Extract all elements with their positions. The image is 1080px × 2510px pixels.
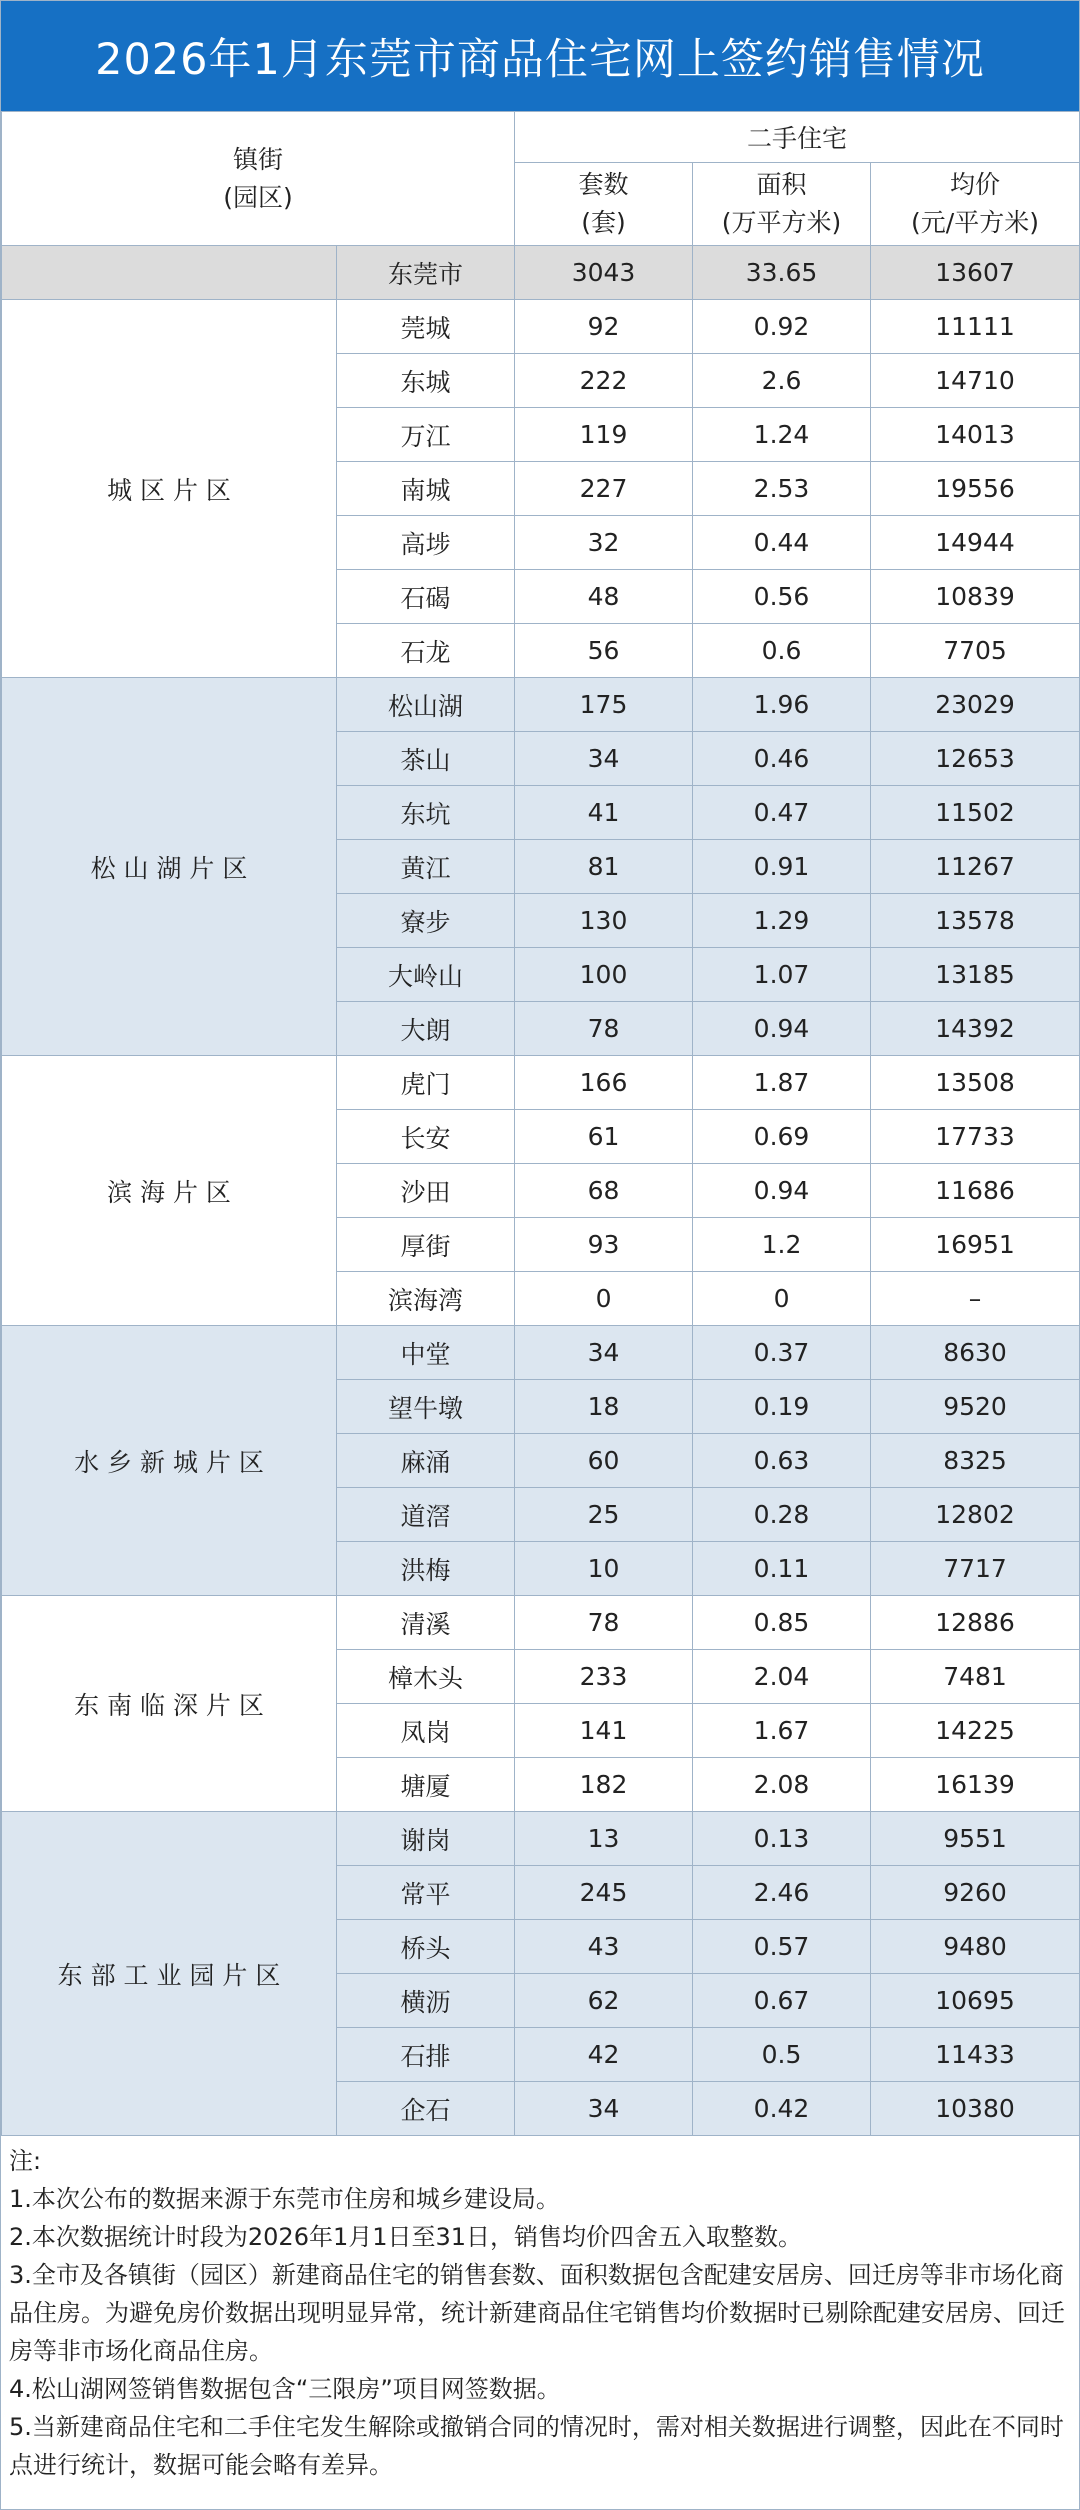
units-cell: 68 — [515, 1164, 693, 1218]
price-cell: 14392 — [871, 1002, 1080, 1056]
units-cell: 0 — [515, 1272, 693, 1326]
town-name: 麻涌 — [337, 1434, 515, 1488]
table-row — [2, 300, 1080, 354]
price-cell: 17733 — [871, 1110, 1080, 1164]
town-name: 桥头 — [337, 1920, 515, 1974]
area-cell: 2.04 — [693, 1650, 871, 1704]
area-cell: 1.87 — [693, 1056, 871, 1110]
area-cell: 0.92 — [693, 300, 871, 354]
price-cell: 13508 — [871, 1056, 1080, 1110]
town-name: 清溪 — [337, 1596, 515, 1650]
units-cell: 56 — [515, 624, 693, 678]
town-name: 莞城 — [337, 300, 515, 354]
area-cell: 2.08 — [693, 1758, 871, 1812]
town-name: 南城 — [337, 462, 515, 516]
price-cell: 8630 — [871, 1326, 1080, 1380]
units-cell: 13 — [515, 1812, 693, 1866]
units-cell: 43 — [515, 1920, 693, 1974]
district-name: 东 南 临 深 片 区 — [2, 1596, 337, 1812]
area-cell: 1.29 — [693, 894, 871, 948]
price-cell: 10380 — [871, 2082, 1080, 2136]
price-cell: 11502 — [871, 786, 1080, 840]
units-cell: 233 — [515, 1650, 693, 1704]
town-header-label: 镇街 — [233, 144, 284, 174]
price-cell: 13578 — [871, 894, 1080, 948]
note-item: 2.本次数据统计时段为2026年1月1日至31日，销售均价四舍五入取整数。 — [9, 2223, 803, 2251]
town-name: 长安 — [337, 1110, 515, 1164]
units-cell: 42 — [515, 2028, 693, 2082]
units-cell: 78 — [515, 1596, 693, 1650]
total-blank-cell — [2, 246, 337, 300]
price-cell: 11111 — [871, 300, 1080, 354]
units-cell: 61 — [515, 1110, 693, 1164]
town-name: 道滘 — [337, 1488, 515, 1542]
note-item: 4.松山湖网签销售数据包含“三限房”项目网签数据。 — [9, 2375, 561, 2403]
price-cell: 14944 — [871, 516, 1080, 570]
price-cell: 9520 — [871, 1380, 1080, 1434]
town-name: 塘厦 — [337, 1758, 515, 1812]
area-cell: 1.2 — [693, 1218, 871, 1272]
area-header-label: 面积 — [756, 170, 807, 199]
total-price: 13607 — [871, 246, 1080, 300]
town-name: 横沥 — [337, 1974, 515, 2028]
units-cell: 227 — [515, 462, 693, 516]
town-name: 谢岗 — [337, 1812, 515, 1866]
sales-table — [1, 111, 1080, 2136]
town-header-sublabel: (园区) — [223, 182, 293, 212]
units-cell: 48 — [515, 570, 693, 624]
town-name: 大朗 — [337, 1002, 515, 1056]
units-cell: 34 — [515, 2082, 693, 2136]
area-cell: 0.46 — [693, 732, 871, 786]
units-cell: 119 — [515, 408, 693, 462]
area-cell: 0.47 — [693, 786, 871, 840]
area-cell: 0.42 — [693, 2082, 871, 2136]
total-units: 3043 — [515, 246, 693, 300]
town-name: 东城 — [337, 354, 515, 408]
area-cell: 0.69 — [693, 1110, 871, 1164]
units-cell: 92 — [515, 300, 693, 354]
price-cell: 11433 — [871, 2028, 1080, 2082]
units-cell: 175 — [515, 678, 693, 732]
town-name: 沙田 — [337, 1164, 515, 1218]
town-name: 石排 — [337, 2028, 515, 2082]
town-name: 万江 — [337, 408, 515, 462]
table-row — [2, 678, 1080, 732]
units-cell: 62 — [515, 1974, 693, 2028]
units-header-label: 套数 — [578, 170, 629, 199]
price-cell: 11267 — [871, 840, 1080, 894]
price-cell: 23029 — [871, 678, 1080, 732]
page-title: 2026年1月东莞市商品住宅网上签约销售情况 — [1, 1, 1079, 111]
units-cell: 34 — [515, 1326, 693, 1380]
town-name: 大岭山 — [337, 948, 515, 1002]
town-name: 东坑 — [337, 786, 515, 840]
price-cell: 10695 — [871, 1974, 1080, 2028]
area-cell: 0.91 — [693, 840, 871, 894]
price-column-header — [871, 163, 1080, 246]
units-cell: 34 — [515, 732, 693, 786]
town-name: 企石 — [337, 2082, 515, 2136]
area-cell: 0 — [693, 1272, 871, 1326]
area-cell: 0.5 — [693, 2028, 871, 2082]
town-name: 茶山 — [337, 732, 515, 786]
area-cell: 0.67 — [693, 1974, 871, 2028]
units-cell: 18 — [515, 1380, 693, 1434]
price-cell: 14225 — [871, 1704, 1080, 1758]
price-cell: 9551 — [871, 1812, 1080, 1866]
price-cell: 12886 — [871, 1596, 1080, 1650]
area-cell: 0.44 — [693, 516, 871, 570]
units-cell: 78 — [515, 1002, 693, 1056]
area-cell: 0.57 — [693, 1920, 871, 1974]
units-column-header — [515, 163, 693, 246]
note-item: 3.全市及各镇街（园区）新建商品住宅的销售套数、面积数据包含配建安居房、回迁房等非市场化商品住房。为避免房价数据出现明显异常，统计新建商品住宅销售均价数据时已剔除配建安居房、回迁房等非市场化商品住房。 — [9, 2261, 1065, 2365]
town-name: 黄江 — [337, 840, 515, 894]
area-cell: 0.19 — [693, 1380, 871, 1434]
area-cell: 0.94 — [693, 1002, 871, 1056]
area-cell: 0.85 — [693, 1596, 871, 1650]
town-name: 高埗 — [337, 516, 515, 570]
units-cell: 60 — [515, 1434, 693, 1488]
town-name: 厚街 — [337, 1218, 515, 1272]
price-cell: 16951 — [871, 1218, 1080, 1272]
price-cell: 9260 — [871, 1866, 1080, 1920]
price-cell: 9480 — [871, 1920, 1080, 1974]
note-item: 1.本次公布的数据来源于东莞市住房和城乡建设局。 — [9, 2185, 560, 2213]
town-name: 滨海湾 — [337, 1272, 515, 1326]
price-cell: 14710 — [871, 354, 1080, 408]
price-cell: 10839 — [871, 570, 1080, 624]
price-cell: 19556 — [871, 462, 1080, 516]
secondhand-housing-header: 二手住宅 — [515, 112, 1080, 163]
note-item: 5.当新建商品住宅和二手住宅发生解除或撤销合同的情况时，需对相关数据进行调整，因此在不同时点进行统计，数据可能会略有差异。 — [9, 2413, 1064, 2479]
price-cell: 7705 — [871, 624, 1080, 678]
district-name: 城 区 片 区 — [2, 300, 337, 678]
units-cell: 25 — [515, 1488, 693, 1542]
area-cell: 0.56 — [693, 570, 871, 624]
district-name: 松 山 湖 片 区 — [2, 678, 337, 1056]
area-cell: 2.46 — [693, 1866, 871, 1920]
units-cell: 130 — [515, 894, 693, 948]
town-name: 石龙 — [337, 624, 515, 678]
town-name: 洪梅 — [337, 1542, 515, 1596]
area-cell: 0.37 — [693, 1326, 871, 1380]
notes-heading: 注: — [9, 2147, 42, 2175]
price-cell: 12653 — [871, 732, 1080, 786]
units-cell: 166 — [515, 1056, 693, 1110]
town-name: 虎门 — [337, 1056, 515, 1110]
units-cell: 182 — [515, 1758, 693, 1812]
notes-list — [9, 2180, 1071, 2484]
town-name: 樟木头 — [337, 1650, 515, 1704]
area-cell: 0.11 — [693, 1542, 871, 1596]
header-row-group — [2, 112, 1080, 163]
total-area: 33.65 — [693, 246, 871, 300]
notes-section — [1, 2136, 1079, 2484]
price-cell: – — [871, 1272, 1080, 1326]
area-cell: 2.53 — [693, 462, 871, 516]
price-cell: 8325 — [871, 1434, 1080, 1488]
price-cell: 11686 — [871, 1164, 1080, 1218]
table-row — [2, 1056, 1080, 1110]
district-name: 水 乡 新 城 片 区 — [2, 1326, 337, 1596]
price-header-label: 均价 — [950, 170, 1001, 199]
town-name: 凤岗 — [337, 1704, 515, 1758]
price-cell: 14013 — [871, 408, 1080, 462]
district-name: 滨 海 片 区 — [2, 1056, 337, 1326]
town-name: 松山湖 — [337, 678, 515, 732]
price-cell: 13185 — [871, 948, 1080, 1002]
price-cell: 16139 — [871, 1758, 1080, 1812]
area-cell: 0.6 — [693, 624, 871, 678]
area-cell: 2.6 — [693, 354, 871, 408]
units-cell: 141 — [515, 1704, 693, 1758]
town-name: 寮步 — [337, 894, 515, 948]
town-name: 望牛墩 — [337, 1380, 515, 1434]
area-cell: 1.67 — [693, 1704, 871, 1758]
table-row — [2, 1326, 1080, 1380]
area-cell: 1.24 — [693, 408, 871, 462]
area-cell: 1.07 — [693, 948, 871, 1002]
units-cell: 81 — [515, 840, 693, 894]
area-cell: 0.28 — [693, 1488, 871, 1542]
town-column-header — [2, 112, 515, 246]
price-cell: 12802 — [871, 1488, 1080, 1542]
table-row — [2, 1812, 1080, 1866]
total-name: 东莞市 — [337, 246, 515, 300]
area-header-unit: (万平方米) — [721, 208, 842, 237]
area-cell: 0.13 — [693, 1812, 871, 1866]
town-name: 常平 — [337, 1866, 515, 1920]
price-header-unit: (元/平方米) — [911, 208, 1039, 237]
units-cell: 32 — [515, 516, 693, 570]
table-row — [2, 1596, 1080, 1650]
units-cell: 10 — [515, 1542, 693, 1596]
district-name: 东 部 工 业 园 片 区 — [2, 1812, 337, 2136]
town-name: 中堂 — [337, 1326, 515, 1380]
units-cell: 41 — [515, 786, 693, 840]
price-cell: 7717 — [871, 1542, 1080, 1596]
units-cell: 222 — [515, 354, 693, 408]
units-cell: 245 — [515, 1866, 693, 1920]
area-cell: 1.96 — [693, 678, 871, 732]
area-cell: 0.94 — [693, 1164, 871, 1218]
area-column-header — [693, 163, 871, 246]
units-header-unit: (套) — [581, 208, 626, 237]
city-total-row — [2, 246, 1080, 300]
town-name: 石碣 — [337, 570, 515, 624]
units-cell: 93 — [515, 1218, 693, 1272]
area-cell: 0.63 — [693, 1434, 871, 1488]
price-cell: 7481 — [871, 1650, 1080, 1704]
units-cell: 100 — [515, 948, 693, 1002]
